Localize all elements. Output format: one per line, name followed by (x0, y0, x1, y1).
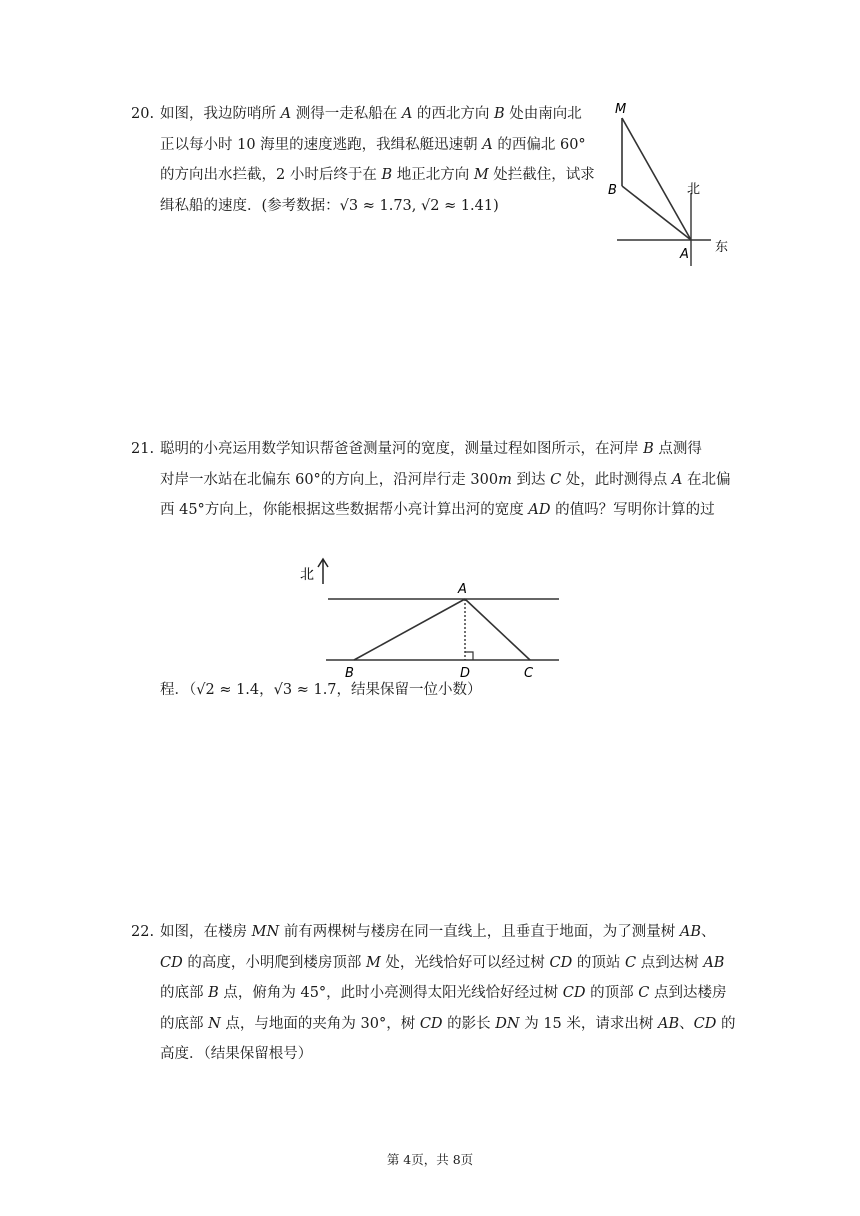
text-run: 点到达树 (636, 954, 704, 971)
text-line (160, 1039, 735, 1070)
question-text (160, 434, 730, 526)
math-variable: A (401, 106, 413, 122)
text-run: 的顶站 (572, 954, 625, 971)
text-run: 如图，我边防哨所 (160, 106, 281, 122)
text-line (160, 160, 595, 191)
text-line (160, 675, 482, 706)
text-run: 正以每小时 10 海里的速度逃跑，我缉私艇迅速朝 (160, 136, 483, 153)
text-run: 测得一走私船在 (291, 106, 402, 122)
label-east: 东 (715, 240, 729, 255)
segment-BA (622, 186, 691, 240)
math-variable: CD (693, 1015, 717, 1032)
math-variable: B (643, 441, 654, 457)
right-angle-mark (465, 652, 473, 660)
question-text-tail (160, 675, 482, 706)
text-run: 的西偏北 60° (492, 136, 586, 153)
math-variable: AD (528, 502, 551, 518)
question-text (160, 917, 735, 1070)
text-line (160, 917, 735, 948)
text-line (160, 191, 595, 222)
math-variable: m (498, 471, 512, 488)
text-run: 的底部 (160, 985, 209, 1001)
math-variable: B (208, 985, 219, 1001)
text-run: 点，俯角为 45°，此时小亮测得太阳光线恰好经过树 (218, 985, 563, 1001)
math-variable: CD (562, 985, 586, 1001)
question-number: 21. (131, 441, 155, 457)
text-run: 点，与地面的夹角为 30°，树 (220, 1015, 420, 1032)
text-run: 处由南向北 (504, 106, 582, 122)
label-north: 北 (300, 567, 314, 583)
label-A: A (458, 582, 467, 597)
figure-20 (605, 98, 740, 268)
page-footer: 第 4页，共 8页 (386, 1152, 474, 1167)
math-variable: A (280, 106, 292, 122)
question-21-tail (160, 675, 482, 706)
label-A: A (680, 247, 689, 262)
text-line (160, 1009, 735, 1040)
label-C: C (524, 666, 534, 681)
text-run: 的值吗？写明你计算的过 (550, 502, 715, 518)
math-variable: M (473, 167, 489, 183)
text-run: 、 (701, 924, 716, 940)
text-run: 的影长 (442, 1015, 496, 1032)
text-run: 到达 (511, 471, 551, 488)
label-north: 北 (687, 182, 701, 197)
text-run: 的顶部 (585, 985, 639, 1001)
text-line (160, 978, 735, 1009)
math-variable: B (494, 106, 505, 122)
math-variable: CD (160, 954, 183, 971)
label-B: B (608, 183, 617, 198)
text-line (160, 948, 735, 979)
text-line (160, 465, 730, 496)
text-run: 如图，在楼房 (160, 924, 252, 940)
segment-AC (465, 599, 530, 660)
text-run: 处拦截住，试求 (488, 167, 595, 183)
math-variable: A (671, 471, 683, 488)
text-run: 高度．（结果保留根号） (160, 1046, 313, 1062)
math-variable: CD (549, 954, 573, 971)
text-line (160, 99, 595, 130)
math-variable: A (482, 136, 493, 153)
text-run: 聪明的小亮运用数学知识帮爸爸测量河的宽度，测量过程如图所示，在河岸 (160, 441, 644, 457)
math-variable: C (624, 954, 637, 971)
text-run: 对岸一水站在北偏东 60°的方向上，沿河岸行走 300 (160, 471, 499, 488)
text-line (160, 495, 730, 526)
text-run: 的底部 (160, 1015, 209, 1032)
text-run: 地正北方向 (392, 167, 474, 183)
math-variable: MN (251, 924, 280, 940)
text-run: 的西北方向 (412, 106, 495, 122)
question-number: 20. (131, 106, 155, 122)
question-text (160, 99, 595, 221)
math-variable: C (550, 471, 562, 488)
text-run: 缉私船的速度．(参考数据：√3 ≈ 1.73, √2 ≈ 1.41) (160, 197, 499, 214)
math-variable: C (638, 985, 650, 1001)
question-number: 22. (131, 924, 155, 940)
figure-21 (297, 552, 565, 684)
text-run: 在北偏 (682, 471, 731, 488)
text-run: 的高度，小明爬到楼房顶部 (182, 954, 366, 971)
text-run: 西 45°方向上，你能根据这些数据帮小亮计算出河的宽度 (160, 502, 529, 518)
text-line (160, 434, 730, 465)
text-run: 为 15 米，请求出树 (519, 1015, 658, 1032)
text-run: 处，此时测得点 (561, 471, 672, 488)
text-run: 、 (679, 1015, 694, 1032)
math-variable: DN (495, 1015, 520, 1032)
math-variable: B (381, 167, 393, 183)
text-line (160, 130, 595, 161)
math-variable: M (365, 954, 381, 971)
text-run: 点测得 (653, 441, 702, 457)
text-run: 处，光线恰好可以经过树 (380, 954, 550, 971)
segment-AB (354, 599, 465, 660)
math-variable: CD (419, 1015, 443, 1032)
text-run: 程．（√2 ≈ 1.4，√3 ≈ 1.7，结果保留一位小数） (160, 682, 482, 698)
segment-MA (622, 118, 691, 240)
math-variable: AB (658, 1015, 680, 1032)
label-B: B (345, 666, 354, 681)
text-run: 点到达楼房 (649, 985, 727, 1001)
text-run: 的方向出水拦截，2 小时后终于在 (160, 167, 382, 183)
label-M: M (615, 102, 627, 117)
math-variable: N (208, 1015, 221, 1032)
math-variable: AB (679, 924, 702, 940)
label-D: D (460, 666, 471, 681)
text-run: 前有两棵树与楼房在同一直线上，且垂直于地面，为了测量树 (279, 924, 680, 940)
text-run: 的 (716, 1015, 736, 1032)
math-variable: AB (703, 954, 725, 971)
